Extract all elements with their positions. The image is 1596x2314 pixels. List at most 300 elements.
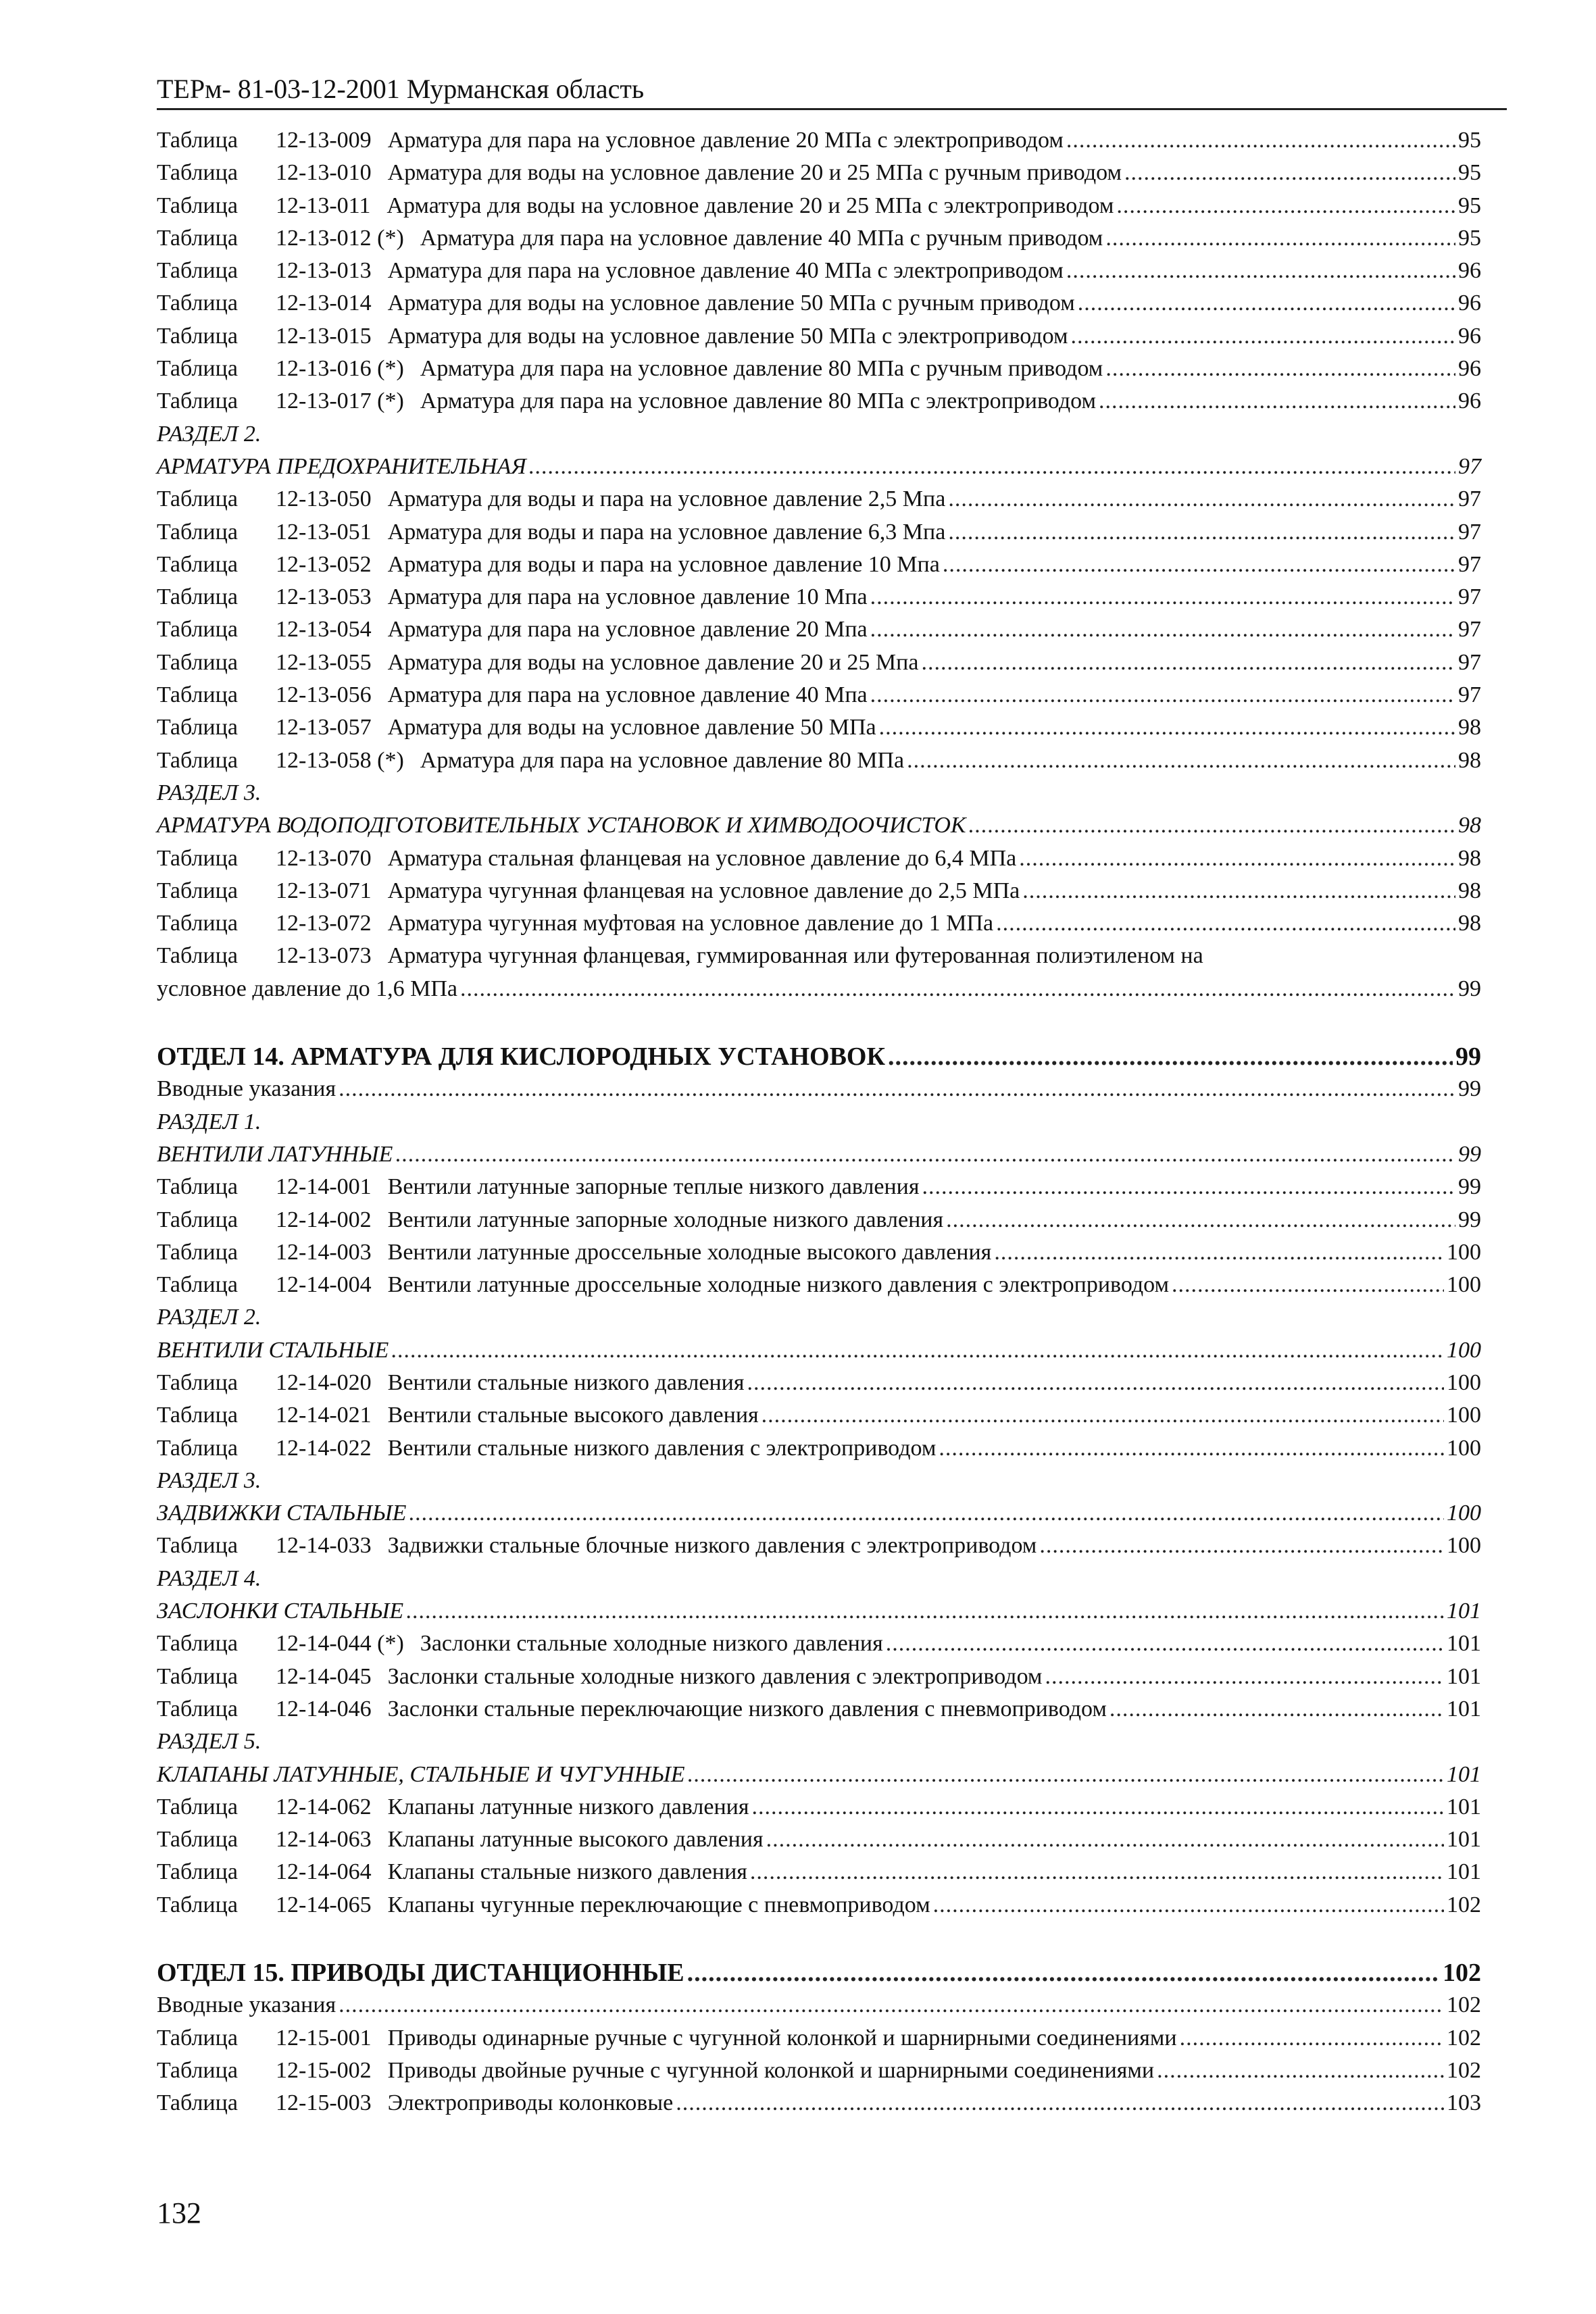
- dot-leader: [1105, 353, 1455, 385]
- section-label-text: РАЗДЕЛ 1.: [157, 1109, 261, 1134]
- entry-page: 97: [1458, 519, 1481, 545]
- section-heading-page: 97: [1458, 453, 1481, 479]
- entry-title: Вентили латунные дроссельные холодные высокого давления: [387, 1239, 992, 1265]
- entry-code: 12-13-011: [276, 193, 371, 218]
- entry-page: 98: [1458, 715, 1481, 740]
- entry-page: 96: [1458, 323, 1481, 349]
- toc-entry: [157, 1661, 1481, 1693]
- entry-page: 100: [1447, 1435, 1481, 1461]
- entry-code: 12-13-050: [276, 486, 372, 512]
- entry-table-word: Таблица: [157, 911, 238, 936]
- entry-table-word: Таблица: [157, 2090, 238, 2116]
- entry-title: Арматура для пара на условное давление 80 МПа: [420, 747, 905, 773]
- entry-title: Арматура для воды на условное давление 50 МПа с электроприводом: [387, 323, 1068, 349]
- entry-code: 12-13-072: [276, 911, 372, 936]
- entry-page: 97: [1458, 617, 1481, 643]
- entry-title: Арматура для пара на условное давление 20 Мпа: [387, 617, 868, 643]
- section-heading: [157, 1595, 1481, 1628]
- toc-entry-wrapped-continuation: [157, 973, 1481, 1005]
- table-of-contents: [157, 124, 1481, 2120]
- entry-code: 12-13-010: [276, 160, 372, 186]
- entry-page: 99: [1458, 1207, 1481, 1232]
- toc-entry: [157, 745, 1481, 777]
- dot-leader: [1039, 1530, 1444, 1562]
- entry-table-word: Таблица: [157, 747, 238, 773]
- dot-leader: [870, 613, 1455, 646]
- entry-page: 103: [1447, 2090, 1481, 2116]
- entry-title: Арматура для пара на условное давление 80 МПа с ручным приводом: [420, 356, 1103, 382]
- dot-leader: [687, 1957, 1440, 1989]
- dot-leader: [395, 1138, 1455, 1171]
- entry-table-word: Таблица: [157, 2025, 238, 2051]
- running-header: ТЕРм- 81-03-12-2001 Мурманская область: [157, 74, 645, 104]
- intro-entry-page: 99: [1458, 1076, 1481, 1102]
- entry-title: Клапаны латунные низкого давления: [387, 1794, 749, 1819]
- entry-title: Арматура для пара на условное давление 40 Мпа: [387, 682, 868, 708]
- dot-leader: [1066, 124, 1455, 157]
- dot-leader: [870, 581, 1455, 613]
- section-heading: [157, 451, 1481, 483]
- entry-table-word: Таблица: [157, 682, 238, 708]
- dot-leader: [766, 1823, 1444, 1856]
- entry-page: 97: [1458, 486, 1481, 512]
- entry-title: Арматура для пара на условное давление 80 МПа с электроприводом: [420, 388, 1096, 414]
- entry-table-word: Таблица: [157, 1207, 238, 1232]
- entry-title: Заслонки стальные холодные низкого давления: [420, 1631, 883, 1657]
- dot-leader: [1105, 222, 1455, 255]
- section-heading-page: 99: [1458, 1141, 1481, 1167]
- dot-leader: [946, 1204, 1455, 1236]
- toc-entry: [157, 1204, 1481, 1236]
- entry-table-word: Таблица: [157, 551, 238, 577]
- department-heading-title: ОТДЕЛ 15. ПРИВОДЫ ДИСТАНЦИОННЫЕ: [157, 1959, 684, 1988]
- section-label-text: РАЗДЕЛ 2.: [157, 421, 261, 447]
- entry-table-word: Таблица: [157, 291, 238, 316]
- entry-code: 12-13-070: [276, 845, 372, 871]
- dot-leader: [409, 1497, 1444, 1530]
- dot-leader: [968, 809, 1455, 842]
- entry-code: 12-13-014: [276, 291, 372, 316]
- entry-page: 101: [1447, 1794, 1481, 1819]
- entry-page: 101: [1447, 1827, 1481, 1853]
- section-heading-title: ЗАДВИЖКИ СТАЛЬНЫЕ: [157, 1501, 407, 1526]
- entry-code: 12-14-033: [276, 1533, 372, 1559]
- entry-code: 12-13-012 (*): [276, 225, 404, 251]
- entry-title: Задвижки стальные блочные низкого давления с электроприводом: [387, 1533, 1037, 1559]
- entry-table-word: Таблица: [157, 1892, 238, 1917]
- section-heading-title: АРМАТУРА ВОДОПОДГОТОВИТЕЛЬНЫХ УСТАНОВОК И ХИМВОДООЧИСТОК: [157, 813, 966, 838]
- entry-title: Арматура для воды на условное давление 50 МПа: [387, 715, 876, 740]
- entry-title: Вентили латунные дроссельные холодные низкого давления с электроприводом: [387, 1272, 1170, 1298]
- entry-code: 12-14-004: [276, 1272, 372, 1298]
- entry-code: 12-14-063: [276, 1827, 372, 1853]
- toc-entry: [157, 2022, 1481, 2055]
- dot-leader: [943, 549, 1455, 581]
- entry-page: 95: [1458, 128, 1481, 153]
- section-label: [157, 418, 1481, 451]
- entry-title-cont: условное давление до 1,6 МПа: [157, 976, 458, 1001]
- entry-page: 97: [1458, 649, 1481, 675]
- dot-leader: [886, 1628, 1444, 1660]
- entry-page: 101: [1447, 1696, 1481, 1721]
- intro-entry: [157, 1989, 1481, 2021]
- entry-code: 12-13-055: [276, 649, 372, 675]
- dot-leader: [1109, 1693, 1444, 1726]
- toc-entry: [157, 516, 1481, 549]
- entry-table-word: Таблица: [157, 878, 238, 903]
- entry-page: 102: [1447, 2025, 1481, 2051]
- entry-title: Вентили стальные низкого давления с электроприводом: [387, 1435, 937, 1461]
- entry-title: Арматура чугунная муфтовая на условное давление до 1 МПа: [387, 911, 994, 936]
- dot-leader: [1019, 842, 1455, 875]
- section-heading: [157, 1759, 1481, 1791]
- entry-title: Арматура для воды и пара на условное давление 10 Мпа: [387, 551, 940, 577]
- entry-code: 12-13-054: [276, 617, 372, 643]
- toc-entry: [157, 2087, 1481, 2119]
- intro-entry-title: Вводные указания: [157, 1992, 336, 2018]
- entry-page: 98: [1458, 911, 1481, 936]
- dot-leader: [747, 1367, 1445, 1399]
- section-heading: [157, 809, 1481, 842]
- entry-title: Приводы двойные ручные с чугунной колонкой и шарнирными соединениями: [387, 2057, 1155, 2083]
- toc-entry: [157, 222, 1481, 255]
- toc-entry: [157, 1269, 1481, 1301]
- entry-title: Арматура для воды на условное давление 50 МПа с ручным приводом: [387, 291, 1075, 316]
- toc-entry: [157, 647, 1481, 679]
- section-label: [157, 1563, 1481, 1595]
- entry-page: 101: [1447, 1663, 1481, 1689]
- entry-code: 12-14-001: [276, 1174, 372, 1200]
- entry-table-word: Таблица: [157, 1533, 238, 1559]
- entry-table-word: Таблица: [157, 1369, 238, 1395]
- toc-entry: [157, 1171, 1481, 1203]
- entry-table-word: Таблица: [157, 584, 238, 610]
- entry-code: 12-14-062: [276, 1794, 372, 1819]
- dot-leader: [1099, 385, 1455, 418]
- dot-leader: [948, 516, 1455, 549]
- toc-entry: [157, 1628, 1481, 1660]
- dot-leader: [1116, 190, 1455, 222]
- toc-entry: [157, 1823, 1481, 1856]
- toc-entry: [157, 875, 1481, 907]
- toc-entry: [157, 1530, 1481, 1562]
- entry-code: 12-15-003: [276, 2090, 372, 2116]
- toc-entry: [157, 1889, 1481, 1921]
- dot-leader: [688, 1759, 1444, 1791]
- department-heading-title: ОТДЕЛ 14. АРМАТУРА ДЛЯ КИСЛОРОДНЫХ УСТАНОВОК: [157, 1042, 886, 1072]
- section-heading-page: 101: [1447, 1761, 1481, 1787]
- dot-leader: [339, 1073, 1455, 1105]
- entry-title: Арматура для пара на условное давление 40 МПа с ручным приводом: [420, 225, 1103, 251]
- department-heading: [157, 1957, 1481, 1989]
- toc-entry: [157, 124, 1481, 157]
- section-label-text: РАЗДЕЛ 3.: [157, 1467, 261, 1493]
- entry-page: 96: [1458, 291, 1481, 316]
- entry-code: 12-13-051: [276, 519, 372, 545]
- entry-title: Арматура для воды на условное давление 20 и 25 МПа с ручным приводом: [387, 160, 1122, 186]
- entry-title: Арматура стальная фланцевая на условное давление до 6,4 МПа: [387, 845, 1017, 871]
- dot-leader: [933, 1889, 1444, 1921]
- section-label: [157, 1301, 1481, 1334]
- entry-table-word: Таблица: [157, 943, 238, 969]
- entry-code: 12-13-009: [276, 128, 372, 153]
- entry-page: 95: [1458, 225, 1481, 251]
- toc-entry: [157, 1367, 1481, 1399]
- toc-entry: [157, 549, 1481, 581]
- dot-leader: [460, 973, 1455, 1005]
- entry-page: 99: [1458, 1174, 1481, 1200]
- section-label-text: РАЗДЕЛ 3.: [157, 780, 261, 805]
- dot-leader: [762, 1399, 1444, 1432]
- dot-leader: [996, 907, 1455, 940]
- entry-title: Арматура чугунная фланцевая, гуммированная или футерованная полиэтиленом на: [387, 943, 1203, 969]
- entry-code: 12-14-045: [276, 1663, 372, 1689]
- entry-code: 12-14-002: [276, 1207, 372, 1232]
- entry-table-word: Таблица: [157, 388, 238, 414]
- toc-entry: [157, 483, 1481, 515]
- dot-leader: [1066, 255, 1455, 287]
- entry-table-word: Таблица: [157, 1272, 238, 1298]
- entry-title: Арматура для воды и пара на условное давление 6,3 Мпа: [387, 519, 946, 545]
- toc-entry: [157, 1791, 1481, 1823]
- entry-page: 96: [1458, 258, 1481, 284]
- entry-title: Арматура чугунная фланцевая на условное давление до 2,5 МПа: [387, 878, 1020, 903]
- entry-page: 100: [1447, 1403, 1481, 1428]
- entry-page: 97: [1458, 551, 1481, 577]
- entry-code: 12-14-003: [276, 1239, 372, 1265]
- section-heading: [157, 1497, 1481, 1530]
- toc-entry: [157, 907, 1481, 940]
- entry-code: 12-14-044 (*): [276, 1631, 404, 1657]
- section-label-text: РАЗДЕЛ 5.: [157, 1729, 261, 1755]
- entry-title: Арматура для воды на условное давление 20 и 25 МПа с электроприводом: [386, 193, 1114, 218]
- entry-table-word: Таблица: [157, 1631, 238, 1657]
- entry-page: 99: [1458, 976, 1481, 1001]
- section-label: [157, 1726, 1481, 1758]
- entry-title: Арматура для пара на условное давление 10 Мпа: [387, 584, 868, 610]
- toc-entry: [157, 1693, 1481, 1726]
- entry-code: 12-13-016 (*): [276, 356, 404, 382]
- entry-page: 95: [1458, 160, 1481, 186]
- entry-title: Вентили стальные низкого давления: [387, 1369, 745, 1395]
- toc-entry: [157, 1432, 1481, 1465]
- entry-code: 12-13-073: [276, 943, 372, 969]
- entry-table-word: Таблица: [157, 617, 238, 643]
- dot-leader: [391, 1334, 1444, 1367]
- entry-page: 96: [1458, 356, 1481, 382]
- entry-code: 12-13-058 (*): [276, 747, 404, 773]
- entry-title: Клапаны стальные низкого давления: [387, 1859, 747, 1885]
- entry-code: 12-14-065: [276, 1892, 372, 1917]
- section-label: [157, 777, 1481, 809]
- entry-code: 12-14-021: [276, 1403, 372, 1428]
- entry-title: Арматура для воды и пара на условное давление 2,5 Мпа: [387, 486, 946, 512]
- entry-page: 97: [1458, 682, 1481, 708]
- dot-leader: [948, 483, 1455, 515]
- section-heading-title: ВЕНТИЛИ ЛАТУННЫЕ: [157, 1141, 393, 1167]
- section-gap: [157, 1005, 1481, 1040]
- dot-leader: [339, 1989, 1444, 2021]
- entry-page: 96: [1458, 388, 1481, 414]
- entry-page: 98: [1458, 845, 1481, 871]
- dot-leader: [921, 647, 1455, 679]
- entry-page: 97: [1458, 584, 1481, 610]
- entry-code: 12-13-057: [276, 715, 372, 740]
- toc-entry-wrapped: [157, 940, 1481, 972]
- entry-table-word: Таблица: [157, 649, 238, 675]
- entry-title: Вентили стальные высокого давления: [387, 1403, 759, 1428]
- section-heading-title: КЛАПАНЫ ЛАТУННЫЕ, СТАЛЬНЫЕ И ЧУГУННЫЕ: [157, 1761, 685, 1787]
- entry-title: Вентили латунные запорные холодные низкого давления: [387, 1207, 944, 1232]
- dot-leader: [1157, 2055, 1444, 2087]
- entry-page: 100: [1447, 1369, 1481, 1395]
- section-heading-page: 100: [1447, 1337, 1481, 1363]
- dot-leader: [1045, 1661, 1444, 1693]
- entry-table-word: Таблица: [157, 356, 238, 382]
- toc-entry: [157, 1236, 1481, 1269]
- toc-entry: [157, 255, 1481, 287]
- section-gap: [157, 1921, 1481, 1957]
- entry-code: 12-13-071: [276, 878, 372, 903]
- dot-leader: [1022, 875, 1455, 907]
- toc-entry: [157, 1399, 1481, 1432]
- entry-table-word: Таблица: [157, 160, 238, 186]
- entry-table-word: Таблица: [157, 323, 238, 349]
- entry-table-word: Таблица: [157, 1403, 238, 1428]
- entry-code: 12-14-064: [276, 1859, 372, 1885]
- entry-table-word: Таблица: [157, 193, 238, 218]
- toc-entry: [157, 385, 1481, 418]
- intro-entry-page: 102: [1447, 1992, 1481, 2018]
- dot-leader: [750, 1856, 1444, 1888]
- toc-entry: [157, 679, 1481, 711]
- dot-leader: [529, 451, 1455, 483]
- entry-page: 100: [1447, 1239, 1481, 1265]
- dot-leader: [939, 1432, 1444, 1465]
- entry-table-word: Таблица: [157, 1174, 238, 1200]
- entry-code: 12-15-001: [276, 2025, 372, 2051]
- page-number: 132: [157, 2196, 201, 2230]
- section-heading: [157, 1138, 1481, 1171]
- dot-leader: [1070, 320, 1455, 353]
- entry-table-word: Таблица: [157, 1663, 238, 1689]
- entry-code: 12-14-020: [276, 1369, 372, 1395]
- dot-leader: [676, 2087, 1444, 2119]
- dot-leader: [994, 1236, 1444, 1269]
- dot-leader: [907, 745, 1455, 777]
- entry-table-word: Таблица: [157, 258, 238, 284]
- dot-leader: [922, 1171, 1456, 1203]
- section-heading-title: ЗАСЛОНКИ СТАЛЬНЫЕ: [157, 1599, 404, 1624]
- section-heading-page: 101: [1447, 1599, 1481, 1624]
- entry-page: 102: [1447, 1892, 1481, 1917]
- dot-leader: [751, 1791, 1444, 1823]
- entry-title: Электроприводы колонковые: [387, 2090, 674, 2116]
- section-label: [157, 1465, 1481, 1497]
- toc-entry: [157, 711, 1481, 744]
- entry-page: 95: [1458, 193, 1481, 218]
- dot-leader: [1078, 287, 1455, 320]
- dot-leader: [879, 711, 1455, 744]
- entry-title: Приводы одинарные ручные с чугунной колонкой и шарнирными соединениями: [387, 2025, 1177, 2051]
- entry-code: 12-13-015: [276, 323, 372, 349]
- entry-table-word: Таблица: [157, 486, 238, 512]
- entry-table-word: Таблица: [157, 1435, 238, 1461]
- entry-code: 12-14-022: [276, 1435, 372, 1461]
- section-heading-title: АРМАТУРА ПРЕДОХРАНИТЕЛЬНАЯ: [157, 453, 526, 479]
- toc-entry: [157, 157, 1481, 189]
- dot-leader: [1180, 2022, 1444, 2055]
- entry-page: 102: [1447, 2057, 1481, 2083]
- entry-page: 101: [1447, 1859, 1481, 1885]
- dot-leader: [406, 1595, 1444, 1628]
- entry-table-word: Таблица: [157, 1827, 238, 1853]
- section-heading: [157, 1334, 1481, 1367]
- dot-leader: [1172, 1269, 1444, 1301]
- entry-page: 101: [1447, 1631, 1481, 1657]
- toc-entry: [157, 320, 1481, 353]
- entry-page: 98: [1458, 878, 1481, 903]
- entry-page: 98: [1458, 747, 1481, 773]
- entry-code: 12-14-046: [276, 1696, 372, 1721]
- toc-entry: [157, 613, 1481, 646]
- entry-title: Клапаны латунные высокого давления: [387, 1827, 764, 1853]
- section-label: [157, 1106, 1481, 1138]
- entry-code: 12-13-017 (*): [276, 388, 404, 414]
- dot-leader: [1124, 157, 1455, 189]
- entry-title: Арматура для воды на условное давление 20 и 25 Мпа: [387, 649, 919, 675]
- entry-title: Заслонки стальные холодные низкого давления с электроприводом: [387, 1663, 1043, 1689]
- entry-table-word: Таблица: [157, 715, 238, 740]
- entry-code: 12-13-056: [276, 682, 372, 708]
- intro-entry: [157, 1073, 1481, 1105]
- entry-code: 12-15-002: [276, 2057, 372, 2083]
- entry-code: 12-13-053: [276, 584, 372, 610]
- entry-title: Арматура для пара на условное давление 20 МПа с электроприводом: [387, 128, 1064, 153]
- entry-table-word: Таблица: [157, 845, 238, 871]
- header-rule: [157, 108, 1507, 110]
- dot-leader: [888, 1040, 1453, 1073]
- entry-table-word: Таблица: [157, 2057, 238, 2083]
- department-heading: [157, 1040, 1481, 1073]
- entry-title: Вентили латунные запорные теплые низкого давления: [387, 1174, 920, 1200]
- section-heading-title: ВЕНТИЛИ СТАЛЬНЫЕ: [157, 1337, 389, 1363]
- entry-code: 12-13-013: [276, 258, 372, 284]
- entry-table-word: Таблица: [157, 128, 238, 153]
- toc-entry: [157, 287, 1481, 320]
- entry-page: 100: [1447, 1272, 1481, 1298]
- entry-page: 100: [1447, 1533, 1481, 1559]
- entry-table-word: Таблица: [157, 1794, 238, 1819]
- section-heading-page: 98: [1458, 813, 1481, 838]
- entry-table-word: Таблица: [157, 1696, 238, 1721]
- section-label-text: РАЗДЕЛ 4.: [157, 1565, 261, 1591]
- entry-code: 12-13-052: [276, 551, 372, 577]
- entry-table-word: Таблица: [157, 225, 238, 251]
- intro-entry-title: Вводные указания: [157, 1076, 336, 1102]
- entry-title: Арматура для пара на условное давление 40 МПа с электроприводом: [387, 258, 1064, 284]
- toc-entry: [157, 190, 1481, 222]
- entry-title: Клапаны чугунные переключающие с пневмоприводом: [387, 1892, 930, 1917]
- department-heading-page: 99: [1455, 1042, 1481, 1072]
- entry-table-word: Таблица: [157, 519, 238, 545]
- section-label-text: РАЗДЕЛ 2.: [157, 1305, 261, 1330]
- department-heading-page: 102: [1443, 1959, 1481, 1988]
- toc-entry: [157, 353, 1481, 385]
- entry-title: Заслонки стальные переключающие низкого давления с пневмоприводом: [387, 1696, 1107, 1721]
- entry-table-word: Таблица: [157, 1239, 238, 1265]
- entry-table-word: Таблица: [157, 1859, 238, 1885]
